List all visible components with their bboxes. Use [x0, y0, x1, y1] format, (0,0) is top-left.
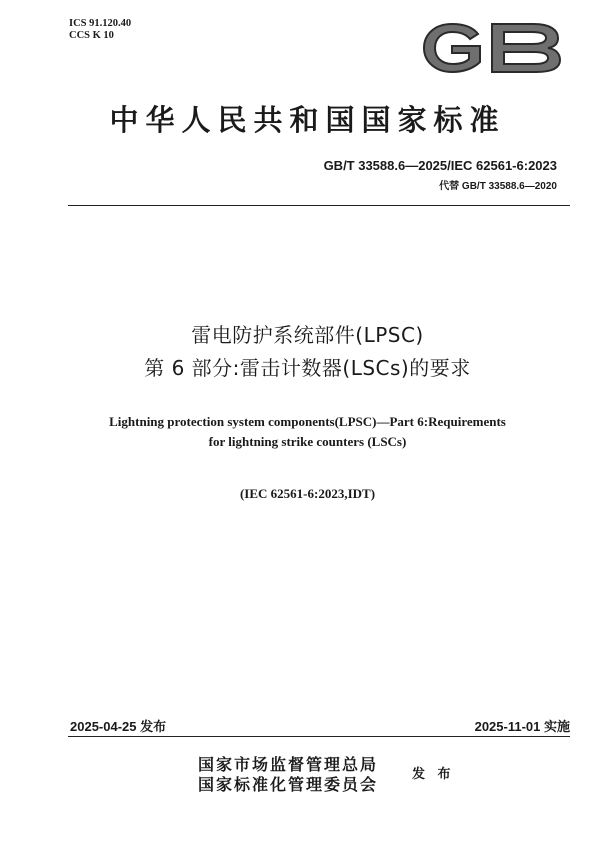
top-divider	[68, 205, 570, 206]
replaces-standard: 代替 GB/T 33588.6—2020	[439, 181, 557, 192]
classification-codes	[69, 18, 131, 42]
ics-code: ICS 91.120.40	[69, 18, 132, 29]
english-title-line-1: Lightning protection system components(LPSC)—Part 6:Requirements	[109, 414, 506, 429]
chinese-title-line-1: 雷电防护系统部件(LPSC)	[191, 323, 424, 347]
implementation-date: 2025-11-01 实施	[474, 719, 570, 734]
ccs-code: CCS K 10	[69, 30, 114, 41]
gb-logo	[422, 22, 562, 74]
issue-date: 2025-04-25 发布	[70, 719, 167, 734]
english-title-line-2: for lightning strike counters (LSCs)	[208, 434, 407, 449]
chinese-title-line-2: 第 6 部分:雷击计数器(LSCs)的要求	[144, 356, 471, 380]
issuer-line-2: 国家标准化管理委员会	[198, 775, 379, 794]
publish-label: 发 布	[412, 767, 455, 782]
bottom-divider	[68, 736, 570, 737]
equivalence-note: (IEC 62561-6:2023,IDT)	[239, 486, 376, 501]
national-standard-title: 中华人民共和国国家标准	[109, 103, 506, 137]
standard-number: GB/T 33588.6—2025/IEC 62561-6:2023	[323, 158, 557, 173]
issuer-line-1: 国家市场监督管理总局	[198, 755, 379, 774]
